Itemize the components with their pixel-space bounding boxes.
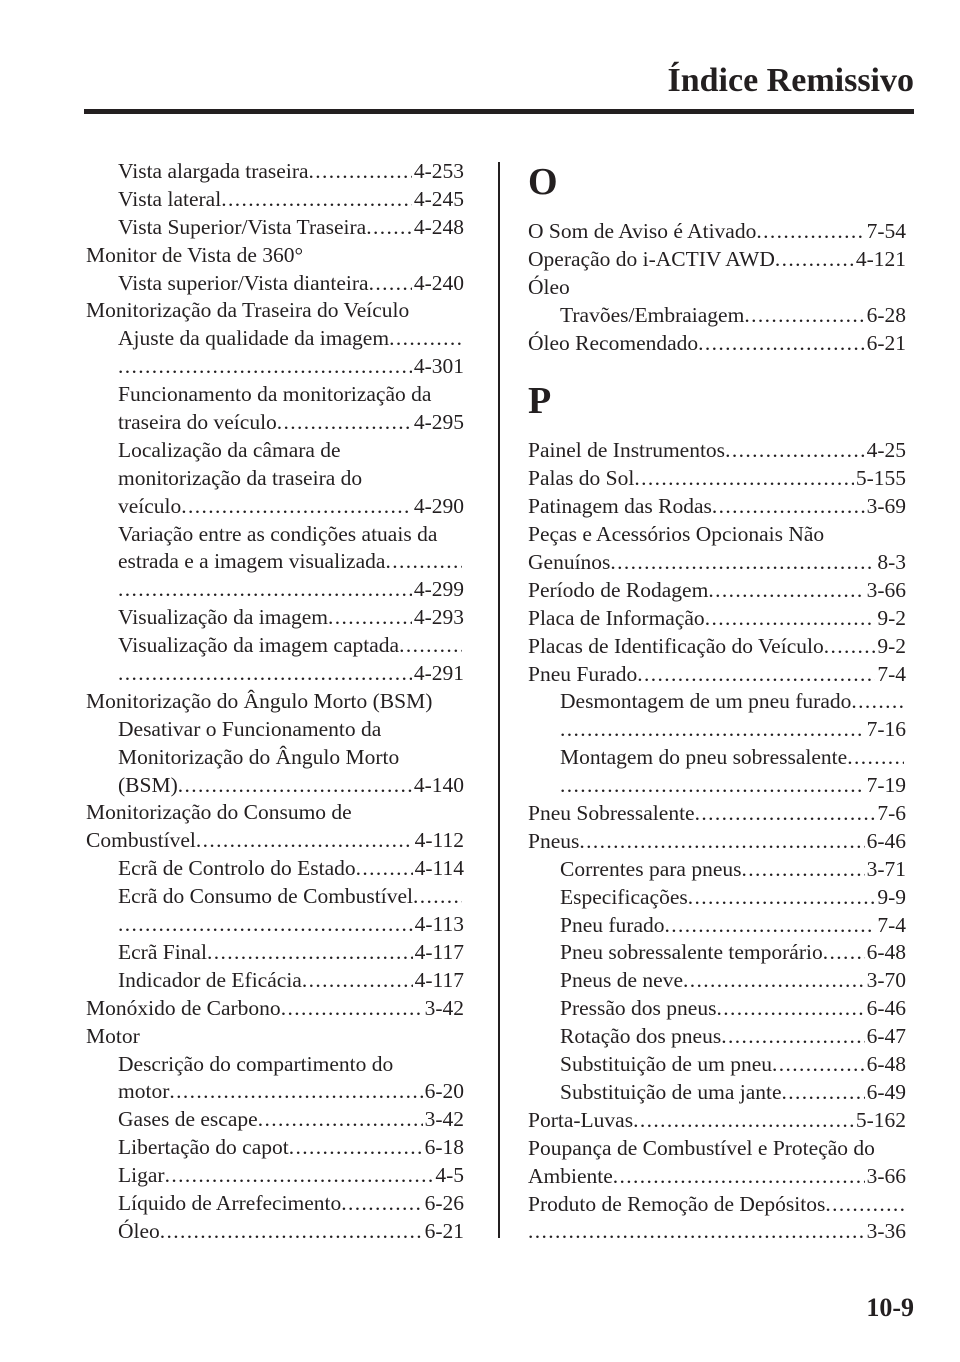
entry-page: 4-245 (413, 186, 464, 211)
index-entry: Monitorização do Ângulo Morto (118, 744, 400, 769)
entry-label: Rotação dos pneus (560, 1024, 722, 1049)
index-entry (86, 911, 464, 939)
index-entry (86, 409, 464, 437)
entry-label: Montagem do pneu sobressalente (560, 745, 848, 770)
dot-leader (633, 1107, 854, 1135)
index-column-right (528, 158, 906, 1246)
entry-label: Pneus (528, 828, 580, 853)
index-entry (86, 548, 464, 576)
entry-page: 7-4 (877, 912, 906, 937)
index-entry (86, 1162, 464, 1190)
dot-leader (328, 604, 412, 632)
index-entry (86, 1218, 464, 1246)
dot-leader (772, 1051, 865, 1079)
index-entry (86, 772, 464, 800)
index-entry (528, 967, 906, 995)
entry-label: Vista Superior/Vista Traseira (118, 214, 367, 239)
dot-leader (712, 493, 865, 521)
entry-page: 4-117 (414, 939, 464, 964)
entry-page: 9-2 (877, 605, 906, 630)
index-entry (86, 1106, 464, 1134)
index-entry (528, 661, 906, 689)
entry-page: 6-48 (866, 1052, 906, 1077)
index-entry (528, 716, 906, 744)
dot-leader (160, 1218, 423, 1246)
dot-leader (782, 1079, 865, 1107)
dot-leader (207, 939, 413, 967)
index-entry (528, 800, 906, 828)
entry-page: 4-25 (866, 438, 906, 463)
index-entry (528, 1023, 906, 1051)
entry-page: 8-3 (877, 550, 906, 575)
index-entry (86, 1078, 464, 1106)
dot-leader (289, 1134, 423, 1162)
dot-leader (277, 409, 412, 437)
index-entry: Monitor de Vista de 360° (86, 242, 304, 267)
index-entry (86, 186, 464, 214)
entry-page: 6-26 (424, 1190, 464, 1215)
entry-label: Painel de Instrumentos (528, 438, 726, 463)
dot-leader (178, 772, 412, 800)
entry-page: 6-20 (424, 1079, 464, 1104)
entry-page: 7-6 (877, 801, 906, 826)
dot-leader (118, 911, 413, 939)
entry-label: Vista alargada traseira (118, 159, 309, 183)
entry-label: Porta-Luvas (528, 1107, 634, 1132)
dot-leader (221, 186, 412, 214)
index-entry (86, 604, 464, 632)
dot-leader (683, 967, 865, 995)
entry-label: Óleo (118, 1218, 160, 1243)
entry-page: 3-66 (866, 577, 906, 602)
entry-page: 4-291 (413, 661, 464, 686)
section-p-entries (528, 437, 906, 1246)
entry-page: 4-140 (413, 772, 464, 797)
index-entry (86, 270, 464, 298)
entry-label: Líquido de Arrefecimento (118, 1190, 342, 1215)
index-entry (86, 1134, 464, 1162)
entry-label: Ecrã do Consumo de Combustível (118, 884, 413, 909)
entry-page: 4-5 (435, 1163, 464, 1188)
dot-leader (118, 660, 412, 688)
dot-leader (824, 633, 876, 661)
entry-page: 4-240 (413, 270, 464, 295)
dot-leader (258, 1106, 423, 1134)
dot-leader (560, 716, 865, 744)
entry-label: Placa de Informação (528, 605, 705, 630)
index-entry (528, 1218, 906, 1246)
dot-leader (708, 577, 864, 605)
column-divider (498, 162, 500, 1238)
entry-page: 9-2 (877, 633, 906, 658)
dot-leader (302, 967, 413, 995)
index-entry (528, 246, 906, 274)
index-entry (528, 437, 906, 465)
index-entry: Monitorização da Traseira do Veículo (86, 298, 410, 323)
dot-leader (637, 661, 875, 689)
entry-label: Período de Rodagem (528, 577, 709, 602)
entry-label: Ajuste da qualidade da imagem (118, 326, 390, 351)
entry-label: Gases de escape (118, 1107, 258, 1132)
entry-label: traseira do veículo (118, 410, 277, 435)
index-entry (528, 633, 906, 661)
entry-label: Pneus de neve (560, 968, 683, 993)
entry-label: veículo (118, 493, 182, 518)
header-rule (84, 109, 914, 114)
entry-label: Libertação do capot (118, 1135, 289, 1160)
page-title: Índice Remissivo (667, 62, 914, 99)
entry-page: 6-18 (424, 1135, 464, 1160)
index-entry (86, 576, 464, 604)
entry-page: 4-121 (855, 246, 906, 271)
dot-leader (169, 1078, 422, 1106)
dot-leader (695, 800, 876, 828)
dot-leader (688, 884, 876, 912)
index-entry: monitorização da traseira do (118, 465, 363, 490)
dot-leader (823, 939, 865, 967)
entry-label: Travões/Embraiagem (560, 302, 745, 327)
index-entry (528, 1107, 906, 1135)
entry-page: 4-301 (413, 354, 464, 379)
dot-leader (399, 632, 462, 660)
entry-page: 7-4 (877, 661, 906, 686)
index-entry (86, 995, 464, 1023)
dot-leader (756, 218, 864, 246)
entry-page: 4-117 (414, 967, 464, 992)
dot-leader (579, 828, 864, 856)
dot-leader (665, 912, 876, 940)
entry-label: Ambiente (528, 1163, 613, 1188)
entry-page: 3-70 (866, 968, 906, 993)
index-entry (528, 744, 906, 772)
entry-page: 5-155 (855, 466, 906, 491)
index-entry (86, 855, 464, 883)
dot-leader (118, 576, 412, 604)
dot-leader (851, 688, 904, 716)
entry-label: Ligar (118, 1163, 165, 1188)
entry-page: 6-46 (866, 828, 906, 853)
entry-page: 6-47 (866, 1024, 906, 1049)
index-entry (528, 493, 906, 521)
entry-page: 3-66 (866, 1163, 906, 1188)
dot-leader (181, 493, 412, 521)
dot-leader (389, 325, 462, 353)
dot-leader (847, 744, 904, 772)
index-entry (528, 1079, 906, 1107)
dot-leader (744, 302, 864, 330)
entry-page: 3-71 (866, 856, 906, 881)
entry-page: 4-253 (413, 159, 464, 183)
entry-page: 4-290 (413, 493, 464, 518)
index-entry (86, 1190, 464, 1218)
entry-page: 4-295 (413, 410, 464, 435)
entry-page: 6-46 (866, 996, 906, 1021)
entry-label: Pneu furado (560, 912, 665, 937)
dot-leader (634, 465, 854, 493)
index-entry (86, 827, 464, 855)
entry-label: motor (118, 1079, 170, 1104)
index-entry: Motor (86, 1023, 140, 1048)
dot-leader (560, 772, 865, 800)
entry-label: Pneu sobressalente temporário (560, 940, 823, 965)
dot-leader (705, 605, 876, 633)
entry-page: 4-114 (414, 856, 464, 881)
dot-leader (725, 437, 865, 465)
entry-label: estrada e a imagem visualizada (118, 549, 386, 574)
section-o-entries (528, 218, 906, 357)
index-entry: Descrição do compartimento do (118, 1051, 394, 1076)
dot-leader (610, 549, 875, 577)
entry-label: Placas de Identificação do Veículo (528, 633, 824, 658)
index-entry (528, 302, 906, 330)
entry-label: Indicador de Eficácia (118, 967, 302, 992)
entry-label: Pneu Furado (528, 661, 638, 686)
entry-label: Substituição de um pneu (560, 1052, 772, 1077)
index-entry (528, 688, 906, 716)
index-entry (528, 1191, 906, 1219)
entry-label: Desmontagem de um pneu furado (560, 689, 852, 714)
entry-label: Óleo Recomendado (528, 330, 699, 355)
index-entry (528, 856, 906, 884)
index-entry (528, 577, 906, 605)
index-entry: Variação entre as condições atuais da (118, 521, 438, 546)
entry-page: 4-293 (413, 605, 464, 630)
entry-page: 4-112 (414, 828, 464, 853)
entry-page: 6-48 (866, 940, 906, 965)
entry-page: 6-21 (866, 330, 906, 355)
dot-leader (356, 855, 413, 883)
index-entry (528, 465, 906, 493)
dot-leader (118, 353, 412, 381)
entry-page: 5-162 (855, 1107, 906, 1132)
index-entry: Localização da câmara de (118, 437, 341, 462)
index-entry (86, 632, 464, 660)
index-entry (86, 214, 464, 242)
entry-label: Combustível (86, 828, 196, 853)
index-entry (528, 330, 906, 358)
index-entry: Monitorização do Ângulo Morto (BSM) (86, 688, 433, 713)
dot-leader (613, 1163, 865, 1191)
entry-page: 4-113 (414, 912, 464, 937)
entry-page: 3-69 (866, 494, 906, 519)
entry-label: Pneu Sobressalente (528, 801, 695, 826)
entry-label: (BSM) (118, 772, 178, 797)
dot-leader (165, 1162, 434, 1190)
entry-label: Vista lateral (118, 186, 222, 211)
entry-label: Pressão dos pneus (560, 996, 717, 1021)
section-letter-o: O (528, 161, 558, 203)
index-entry (86, 493, 464, 521)
index-entry (86, 967, 464, 995)
index-entry (528, 884, 906, 912)
index-entry: Funcionamento da monitorização da (118, 382, 432, 407)
dot-leader (716, 995, 864, 1023)
dot-leader (528, 1218, 865, 1246)
entry-page: 7-54 (866, 219, 906, 243)
entry-label: Monóxido de Carbono (86, 995, 281, 1020)
index-entry: Óleo (528, 274, 570, 299)
index-entry (86, 660, 464, 688)
index-entry (528, 772, 906, 800)
dot-leader (385, 548, 462, 576)
dot-leader (196, 827, 413, 855)
entry-page: 3-42 (424, 1107, 464, 1132)
entry-label: Substituição de uma jante (560, 1079, 782, 1104)
entry-label: Operação do i-ACTIV AWD (528, 246, 775, 271)
index-entry (528, 605, 906, 633)
index-column-left (86, 158, 464, 1246)
entry-label: Vista superior/Vista dianteira (118, 270, 369, 295)
entry-page: 6-28 (866, 302, 906, 327)
entry-label: Visualização da imagem (118, 605, 329, 630)
entry-page: 3-36 (866, 1219, 906, 1244)
dot-leader (366, 214, 412, 242)
index-entry (528, 828, 906, 856)
dot-leader (742, 856, 865, 884)
entry-page: 3-42 (424, 995, 464, 1020)
entry-label: Ecrã de Controlo do Estado (118, 856, 356, 881)
dot-leader (309, 158, 412, 186)
entry-label: Palas do Sol (528, 466, 635, 491)
dot-leader (775, 246, 854, 274)
index-entry (528, 995, 906, 1023)
entry-label: Produto de Remoção de Depósitos (528, 1191, 826, 1216)
entry-page: 7-16 (866, 717, 906, 742)
entry-label: Correntes para pneus (560, 856, 742, 881)
index-entry (86, 883, 464, 911)
index-entry: Desativar o Funcionamento da (118, 716, 382, 741)
index-entry (86, 353, 464, 381)
dot-leader (369, 270, 412, 298)
dot-leader (721, 1023, 864, 1051)
dot-leader (281, 995, 423, 1023)
index-entry (528, 1163, 906, 1191)
index-entry (528, 549, 906, 577)
page-number: 10-9 (866, 1293, 914, 1322)
entry-page: 6-49 (866, 1079, 906, 1104)
index-entry (528, 1051, 906, 1079)
entry-label: Genuínos (528, 550, 611, 575)
entry-label: O Som de Aviso é Ativado (528, 219, 757, 243)
index-entry (86, 158, 464, 186)
entry-page: 6-21 (424, 1218, 464, 1243)
dot-leader (698, 330, 864, 358)
section-letter-p: P (528, 380, 552, 423)
index-entry (528, 218, 906, 246)
entry-label: Visualização da imagem captada (118, 633, 400, 658)
index-entry (528, 912, 906, 940)
index-entry (86, 325, 464, 353)
entry-page: 9-9 (877, 884, 906, 909)
entry-label: Patinagem das Rodas (528, 494, 712, 519)
index-entry: Monitorização do Consumo de (86, 800, 352, 825)
index-entry (86, 939, 464, 967)
entry-page: 7-19 (866, 773, 906, 798)
dot-leader (341, 1190, 422, 1218)
entry-page: 4-299 (413, 577, 464, 602)
index-entry (528, 939, 906, 967)
dot-leader (825, 1191, 904, 1219)
index-entry: Peças e Acessórios Opcionais Não (528, 522, 825, 547)
entry-label: Especificações (560, 884, 688, 909)
entry-page: 4-248 (413, 214, 464, 239)
entry-label: Ecrã Final (118, 939, 207, 964)
index-entry: Poupança de Combustível e Proteção do (528, 1135, 875, 1160)
dot-leader (413, 883, 462, 911)
